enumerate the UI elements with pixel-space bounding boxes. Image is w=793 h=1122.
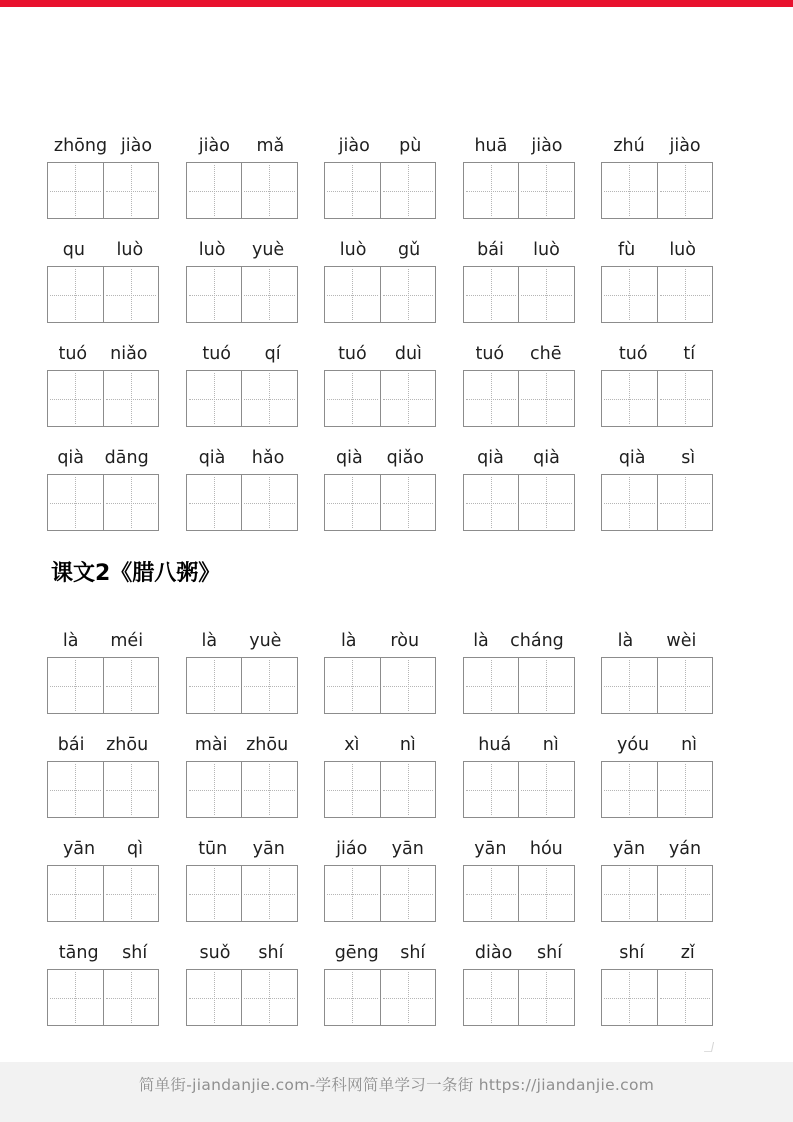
pinyin-syllable: tí (683, 344, 696, 364)
worksheet-section (47, 134, 713, 531)
word-row (47, 134, 713, 219)
grid-cell (602, 970, 657, 1025)
pinyin-syllable: là (201, 631, 218, 651)
pinyin-syllable: zhōu (106, 735, 149, 755)
grid-cell (657, 658, 713, 713)
writing-grid (47, 657, 159, 714)
writing-grid (601, 865, 713, 922)
pinyin-syllable: tuó (202, 344, 231, 364)
grid-cell (241, 762, 297, 817)
grid-cell (187, 658, 242, 713)
word-block (463, 941, 575, 1026)
word-block (324, 238, 436, 323)
pinyin-syllable: chē (530, 344, 562, 364)
grid-cell (241, 475, 297, 530)
grid-cell (380, 371, 436, 426)
grid-cell (518, 762, 574, 817)
pinyin-syllable: tuó (338, 344, 367, 364)
grid-cell (325, 658, 380, 713)
writing-grid (324, 761, 436, 818)
word-block (601, 629, 713, 714)
pinyin-label (463, 238, 575, 262)
pinyin-syllable: gēng (334, 943, 379, 963)
word-row (47, 342, 713, 427)
pinyin-label (47, 733, 159, 757)
section-header: 课文2《腊八粥》 (51, 561, 221, 586)
pinyin-label (186, 941, 298, 965)
pinyin-syllable: bái (57, 735, 85, 755)
pinyin-label (601, 446, 713, 470)
pinyin-syllable: yān (391, 839, 424, 859)
grid-cell (187, 371, 242, 426)
grid-cell (103, 762, 159, 817)
pinyin-label (463, 837, 575, 861)
pinyin-syllable: shí (400, 943, 426, 963)
grid-cell (464, 762, 519, 817)
pinyin-syllable: xì (344, 735, 360, 755)
writing-grid (324, 266, 436, 323)
grid-cell (380, 658, 436, 713)
pinyin-syllable: fù (618, 240, 636, 260)
writing-grid (463, 865, 575, 922)
grid-cell (187, 267, 242, 322)
grid-cell (602, 762, 657, 817)
pinyin-syllable: diào (474, 943, 513, 963)
word-block (47, 134, 159, 219)
pinyin-syllable: shí (122, 943, 148, 963)
pinyin-syllable: mǎ (256, 136, 285, 156)
word-block (463, 238, 575, 323)
writing-grid (186, 162, 298, 219)
pinyin-label (47, 134, 159, 158)
pinyin-syllable: là (340, 631, 357, 651)
writing-grid (324, 969, 436, 1026)
pinyin-label (186, 837, 298, 861)
writing-grid (601, 162, 713, 219)
grid-cell (602, 371, 657, 426)
grid-cell (48, 866, 103, 921)
grid-cell (380, 267, 436, 322)
pinyin-label (47, 342, 159, 366)
pinyin-syllable: nì (681, 735, 698, 755)
pinyin-syllable: shí (537, 943, 563, 963)
grid-cell (241, 267, 297, 322)
pinyin-syllable: qì (127, 839, 144, 859)
writing-grid (47, 474, 159, 531)
grid-cell (48, 371, 103, 426)
writing-grid (47, 761, 159, 818)
grid-cell (325, 371, 380, 426)
pinyin-syllable: tuó (475, 344, 505, 364)
pinyin-label (463, 446, 575, 470)
writing-grid (47, 266, 159, 323)
pinyin-syllable: jiào (120, 136, 153, 156)
grid-cell (380, 866, 436, 921)
pinyin-syllable: tuó (618, 344, 648, 364)
word-block (463, 134, 575, 219)
writing-grid (186, 370, 298, 427)
pinyin-label (186, 134, 298, 158)
word-block (463, 837, 575, 922)
pinyin-syllable: luò (669, 240, 696, 260)
grid-cell (657, 475, 713, 530)
writing-grid (463, 969, 575, 1026)
pinyin-syllable: suǒ (199, 943, 231, 963)
pinyin-syllable: yān (62, 839, 96, 859)
word-block (463, 446, 575, 531)
word-block (186, 837, 298, 922)
pinyin-syllable: yán (668, 839, 702, 859)
word-row (47, 629, 713, 714)
pinyin-syllable: luò (533, 240, 560, 260)
grid-cell (380, 970, 436, 1025)
word-block (47, 446, 159, 531)
writing-grid (324, 370, 436, 427)
word-block (186, 342, 298, 427)
pinyin-syllable: qià (477, 448, 504, 468)
pinyin-label (186, 238, 298, 262)
grid-cell (657, 371, 713, 426)
grid-cell (325, 866, 380, 921)
writing-grid (186, 761, 298, 818)
pinyin-syllable: gǔ (398, 240, 421, 260)
pinyin-syllable: nì (542, 735, 559, 755)
writing-grid (47, 969, 159, 1026)
pinyin-label (324, 629, 436, 653)
word-row (47, 446, 713, 531)
pinyin-label (186, 733, 298, 757)
word-block (601, 941, 713, 1026)
grid-cell (464, 371, 519, 426)
pinyin-syllable: là (473, 631, 489, 651)
grid-cell (657, 163, 713, 218)
pinyin-label (601, 629, 713, 653)
top-red-bar (0, 0, 793, 7)
pinyin-label (601, 733, 713, 757)
pinyin-syllable: qiǎo (386, 448, 425, 468)
grid-cell (657, 970, 713, 1025)
writing-grid (47, 370, 159, 427)
word-row (47, 837, 713, 922)
grid-cell (241, 866, 297, 921)
pinyin-syllable: zhōu (246, 735, 289, 755)
pinyin-syllable: yān (474, 839, 507, 859)
pinyin-syllable: shí (258, 943, 284, 963)
writing-grid (463, 370, 575, 427)
grid-cell (657, 866, 713, 921)
word-block (601, 342, 713, 427)
word-row (47, 733, 713, 818)
pinyin-syllable: yān (252, 839, 285, 859)
grid-cell (325, 475, 380, 530)
pinyin-label (601, 941, 713, 965)
pinyin-syllable: zhú (613, 136, 645, 156)
word-block (324, 837, 436, 922)
grid-cell (48, 475, 103, 530)
pinyin-syllable: dāng (104, 448, 149, 468)
pinyin-syllable: là (62, 631, 79, 651)
grid-cell (464, 970, 519, 1025)
word-block (324, 134, 436, 219)
grid-cell (241, 371, 297, 426)
grid-cell (103, 371, 159, 426)
grid-cell (241, 658, 297, 713)
pinyin-syllable: pù (399, 136, 422, 156)
writing-grid (186, 474, 298, 531)
word-block (463, 733, 575, 818)
grid-cell (602, 658, 657, 713)
pinyin-label (463, 941, 575, 965)
writing-grid (463, 761, 575, 818)
word-block (324, 733, 436, 818)
grid-cell (602, 866, 657, 921)
small-artifact (704, 1042, 714, 1052)
pinyin-label (601, 238, 713, 262)
writing-grid (601, 474, 713, 531)
pinyin-syllable: là (617, 631, 634, 651)
grid-cell (464, 658, 519, 713)
pinyin-syllable: jiào (198, 136, 230, 156)
word-block (324, 446, 436, 531)
pinyin-label (324, 941, 436, 965)
grid-cell (103, 658, 159, 713)
word-block (186, 629, 298, 714)
pinyin-label (186, 342, 298, 366)
pinyin-syllable: nì (399, 735, 416, 755)
word-block (601, 733, 713, 818)
word-block (601, 238, 713, 323)
writing-grid (463, 266, 575, 323)
grid-cell (48, 970, 103, 1025)
pinyin-syllable: luò (198, 240, 226, 260)
pinyin-label (324, 733, 436, 757)
word-block (601, 446, 713, 531)
grid-cell (241, 970, 297, 1025)
writing-grid (186, 969, 298, 1026)
pinyin-label (324, 342, 436, 366)
word-block (324, 342, 436, 427)
grid-cell (241, 163, 297, 218)
pinyin-label (47, 941, 159, 965)
pinyin-label (601, 134, 713, 158)
grid-cell (518, 866, 574, 921)
pinyin-label (324, 238, 436, 262)
writing-grid (47, 865, 159, 922)
word-block (601, 837, 713, 922)
pinyin-label (47, 837, 159, 861)
writing-grid (601, 266, 713, 323)
writing-grid (463, 474, 575, 531)
pinyin-syllable: qià (533, 448, 560, 468)
pinyin-label (186, 629, 298, 653)
pinyin-label (324, 134, 436, 158)
word-block (186, 134, 298, 219)
grid-cell (464, 866, 519, 921)
pinyin-syllable: mài (194, 735, 228, 755)
writing-grid (463, 162, 575, 219)
writing-grid (601, 969, 713, 1026)
word-block (324, 629, 436, 714)
grid-cell (48, 658, 103, 713)
grid-cell (103, 970, 159, 1025)
footer-watermark (0, 1062, 793, 1122)
word-block (47, 941, 159, 1026)
grid-cell (187, 762, 242, 817)
grid-cell (657, 762, 713, 817)
word-row (47, 238, 713, 323)
pinyin-syllable: qí (264, 344, 281, 364)
grid-cell (187, 866, 242, 921)
pinyin-label (463, 733, 575, 757)
grid-cell (518, 970, 574, 1025)
grid-cell (518, 475, 574, 530)
grid-cell (48, 163, 103, 218)
pinyin-label (463, 134, 575, 158)
pinyin-label (47, 238, 159, 262)
pinyin-syllable: luò (339, 240, 367, 260)
grid-cell (602, 267, 657, 322)
pinyin-syllable: ròu (390, 631, 420, 651)
pinyin-label (324, 837, 436, 861)
word-block (463, 629, 575, 714)
word-block (601, 134, 713, 219)
grid-cell (187, 163, 242, 218)
pinyin-label (463, 342, 575, 366)
pinyin-label (463, 629, 575, 653)
pinyin-syllable: jiào (338, 136, 370, 156)
word-block (47, 629, 159, 714)
grid-cell (103, 475, 159, 530)
pinyin-syllable: yuè (249, 631, 282, 651)
pinyin-label (186, 446, 298, 470)
word-block (186, 941, 298, 1026)
word-block (324, 941, 436, 1026)
pinyin-syllable: shí (619, 943, 645, 963)
grid-cell (103, 866, 159, 921)
pinyin-syllable: méi (110, 631, 144, 651)
writing-grid (186, 865, 298, 922)
pinyin-label (47, 629, 159, 653)
grid-cell (380, 163, 436, 218)
grid-cell (518, 658, 574, 713)
grid-cell (103, 267, 159, 322)
grid-cell (380, 475, 436, 530)
pinyin-syllable: yān (612, 839, 646, 859)
grid-cell (187, 970, 242, 1025)
pinyin-syllable: cháng (510, 631, 564, 651)
word-block (47, 342, 159, 427)
grid-cell (518, 371, 574, 426)
writing-grid (47, 162, 159, 219)
pinyin-syllable: huá (478, 735, 512, 755)
pinyin-syllable: zǐ (680, 943, 695, 963)
word-block (47, 837, 159, 922)
word-block (47, 238, 159, 323)
pinyin-syllable: tāng (58, 943, 99, 963)
writing-grid (601, 761, 713, 818)
footer-text: 简单街-jiandanjie.com-学科网简单学习一条街 https://jiandanjie.com (138, 1076, 655, 1094)
worksheet-content (47, 134, 713, 1045)
writing-grid (324, 162, 436, 219)
pinyin-syllable: jiào (531, 136, 563, 156)
pinyin-syllable: tūn (198, 839, 228, 859)
writing-grid (601, 657, 713, 714)
grid-cell (103, 163, 159, 218)
pinyin-syllable: qià (618, 448, 646, 468)
pinyin-syllable: jiào (669, 136, 701, 156)
grid-cell (464, 267, 519, 322)
pinyin-syllable: hǎo (251, 448, 285, 468)
grid-cell (518, 163, 574, 218)
pinyin-syllable: jiáo (336, 839, 368, 859)
grid-cell (464, 475, 519, 530)
word-block (186, 238, 298, 323)
word-block (186, 446, 298, 531)
pinyin-syllable: zhōng (53, 136, 108, 156)
writing-grid (324, 865, 436, 922)
pinyin-syllable: tuó (58, 344, 88, 364)
writing-grid (324, 474, 436, 531)
grid-cell (48, 267, 103, 322)
pinyin-syllable: sì (681, 448, 696, 468)
pinyin-syllable: yuè (251, 240, 285, 260)
word-block (463, 342, 575, 427)
grid-cell (325, 970, 380, 1025)
pinyin-syllable: wèi (666, 631, 697, 651)
writing-grid (324, 657, 436, 714)
pinyin-label (601, 342, 713, 366)
pinyin-syllable: qià (198, 448, 226, 468)
grid-cell (48, 762, 103, 817)
pinyin-syllable: niǎo (110, 344, 148, 364)
grid-cell (602, 475, 657, 530)
grid-cell (518, 267, 574, 322)
pinyin-syllable: hóu (529, 839, 563, 859)
pinyin-syllable: qià (335, 448, 363, 468)
grid-cell (187, 475, 242, 530)
grid-cell (464, 163, 519, 218)
writing-grid (186, 266, 298, 323)
pinyin-label (324, 446, 436, 470)
writing-grid (463, 657, 575, 714)
writing-grid (601, 370, 713, 427)
word-block (186, 733, 298, 818)
pinyin-syllable: qu (62, 240, 85, 260)
grid-cell (325, 163, 380, 218)
pinyin-syllable: bái (477, 240, 504, 260)
grid-cell (657, 267, 713, 322)
pinyin-syllable: huā (474, 136, 508, 156)
grid-cell (602, 163, 657, 218)
pinyin-syllable: luò (116, 240, 144, 260)
writing-grid (186, 657, 298, 714)
pinyin-syllable: yóu (616, 735, 650, 755)
worksheet-section (47, 559, 713, 1026)
grid-cell (380, 762, 436, 817)
pinyin-label (601, 837, 713, 861)
pinyin-syllable: duì (394, 344, 422, 364)
grid-cell (325, 762, 380, 817)
grid-cell (325, 267, 380, 322)
word-row (47, 941, 713, 1026)
pinyin-label (47, 446, 159, 470)
word-block (47, 733, 159, 818)
pinyin-syllable: qià (57, 448, 85, 468)
